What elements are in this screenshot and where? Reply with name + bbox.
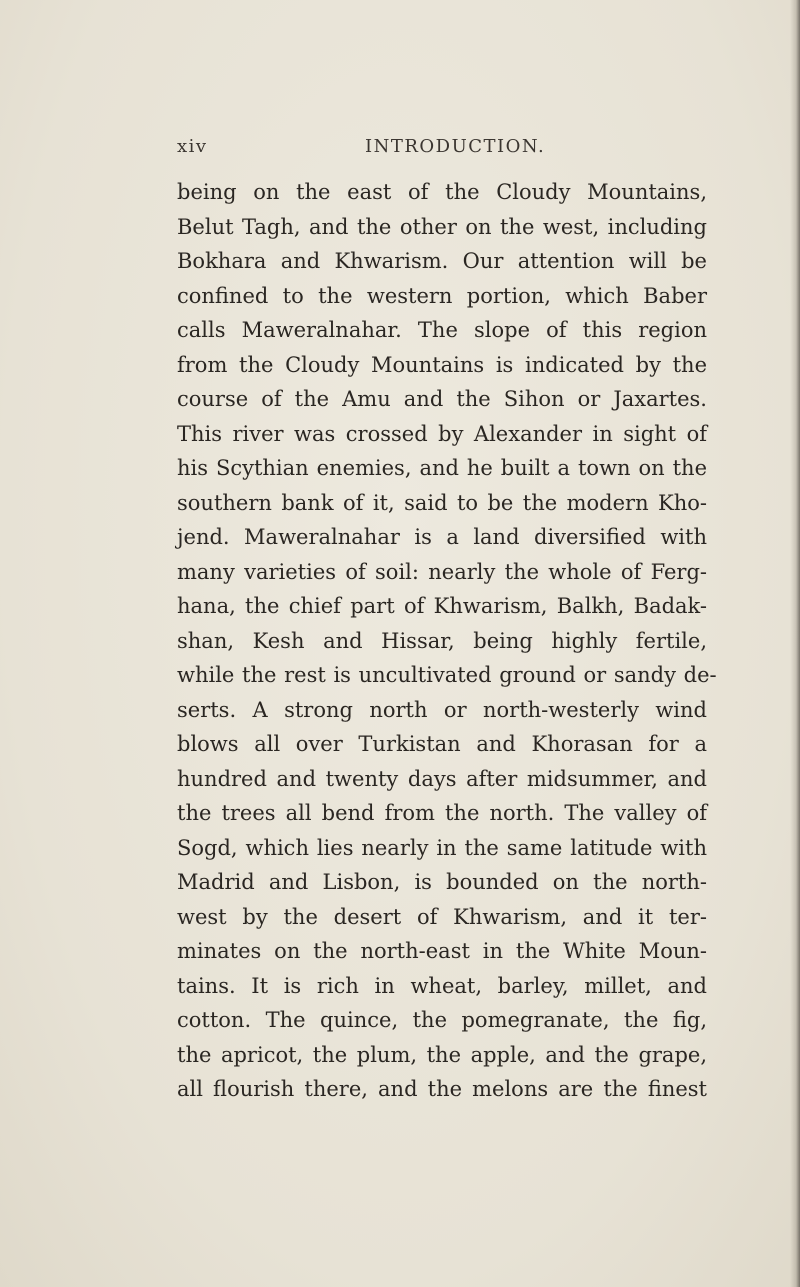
page-header — [177, 136, 707, 160]
text-line: This river was crossed by Alexander in sight of — [177, 421, 707, 446]
text-line: west by the desert of Khwarism, and it ter- — [177, 904, 707, 929]
text-line: the apricot, the plum, the apple, and the grape, — [177, 1042, 707, 1067]
running-title: INTRODUCTION. — [365, 136, 546, 157]
text-line: Madrid and Lisbon, is bounded on the north- — [177, 870, 707, 894]
text-line: southern bank of it, said to be the modern Kho- — [177, 490, 707, 515]
text-line: minates on the north-east in the White Moun- — [177, 939, 707, 963]
text-line: many varieties of soil: nearly the whole of Ferg- — [177, 559, 707, 584]
text-line: calls Maweralnahar. The slope of this region — [177, 318, 707, 342]
text-line: Sogd, which lies nearly in the same latitude with — [177, 835, 707, 860]
page-edge-shadow — [790, 0, 800, 1287]
body-text — [177, 175, 717, 1107]
text-line: blows all over Turkistan and Khorasan for a — [177, 732, 707, 756]
text-line: from the Cloudy Mountains is indicated by the — [177, 352, 707, 377]
text-line: Bokhara and Khwarism. Our attention will be — [177, 249, 707, 273]
text-line: while the rest is uncultivated ground or sandy de- — [177, 663, 717, 687]
text-line: serts. A strong north or north-westerly wind — [177, 697, 707, 722]
text-line: hana, the chief part of Khwarism, Balkh, Badak- — [177, 594, 707, 618]
text-line: hundred and twenty days after midsummer, and — [177, 766, 707, 791]
text-line: confined to the western portion, which Baber — [177, 283, 707, 308]
text-line: all flourish there, and the melons are the finest — [177, 1077, 707, 1101]
text-line: jend. Maweralnahar is a land diversified with — [177, 525, 707, 549]
text-line: being on the east of the Cloudy Mountains, — [177, 180, 707, 204]
page-number: xiv — [177, 136, 208, 157]
text-line: course of the Amu and the Sihon or Jaxartes. — [177, 387, 707, 411]
text-line: his Scythian enemies, and he built a town on the — [177, 456, 707, 480]
text-line: the trees all bend from the north. The valley of — [177, 801, 707, 825]
text-line: cotton. The quince, the pomegranate, the fig, — [177, 1008, 707, 1032]
text-line: tains. It is rich in wheat, barley, millet, and — [177, 973, 707, 998]
text-line: Belut Tagh, and the other on the west, including — [177, 214, 707, 239]
text-line: shan, Kesh and Hissar, being highly fertile, — [177, 628, 707, 653]
